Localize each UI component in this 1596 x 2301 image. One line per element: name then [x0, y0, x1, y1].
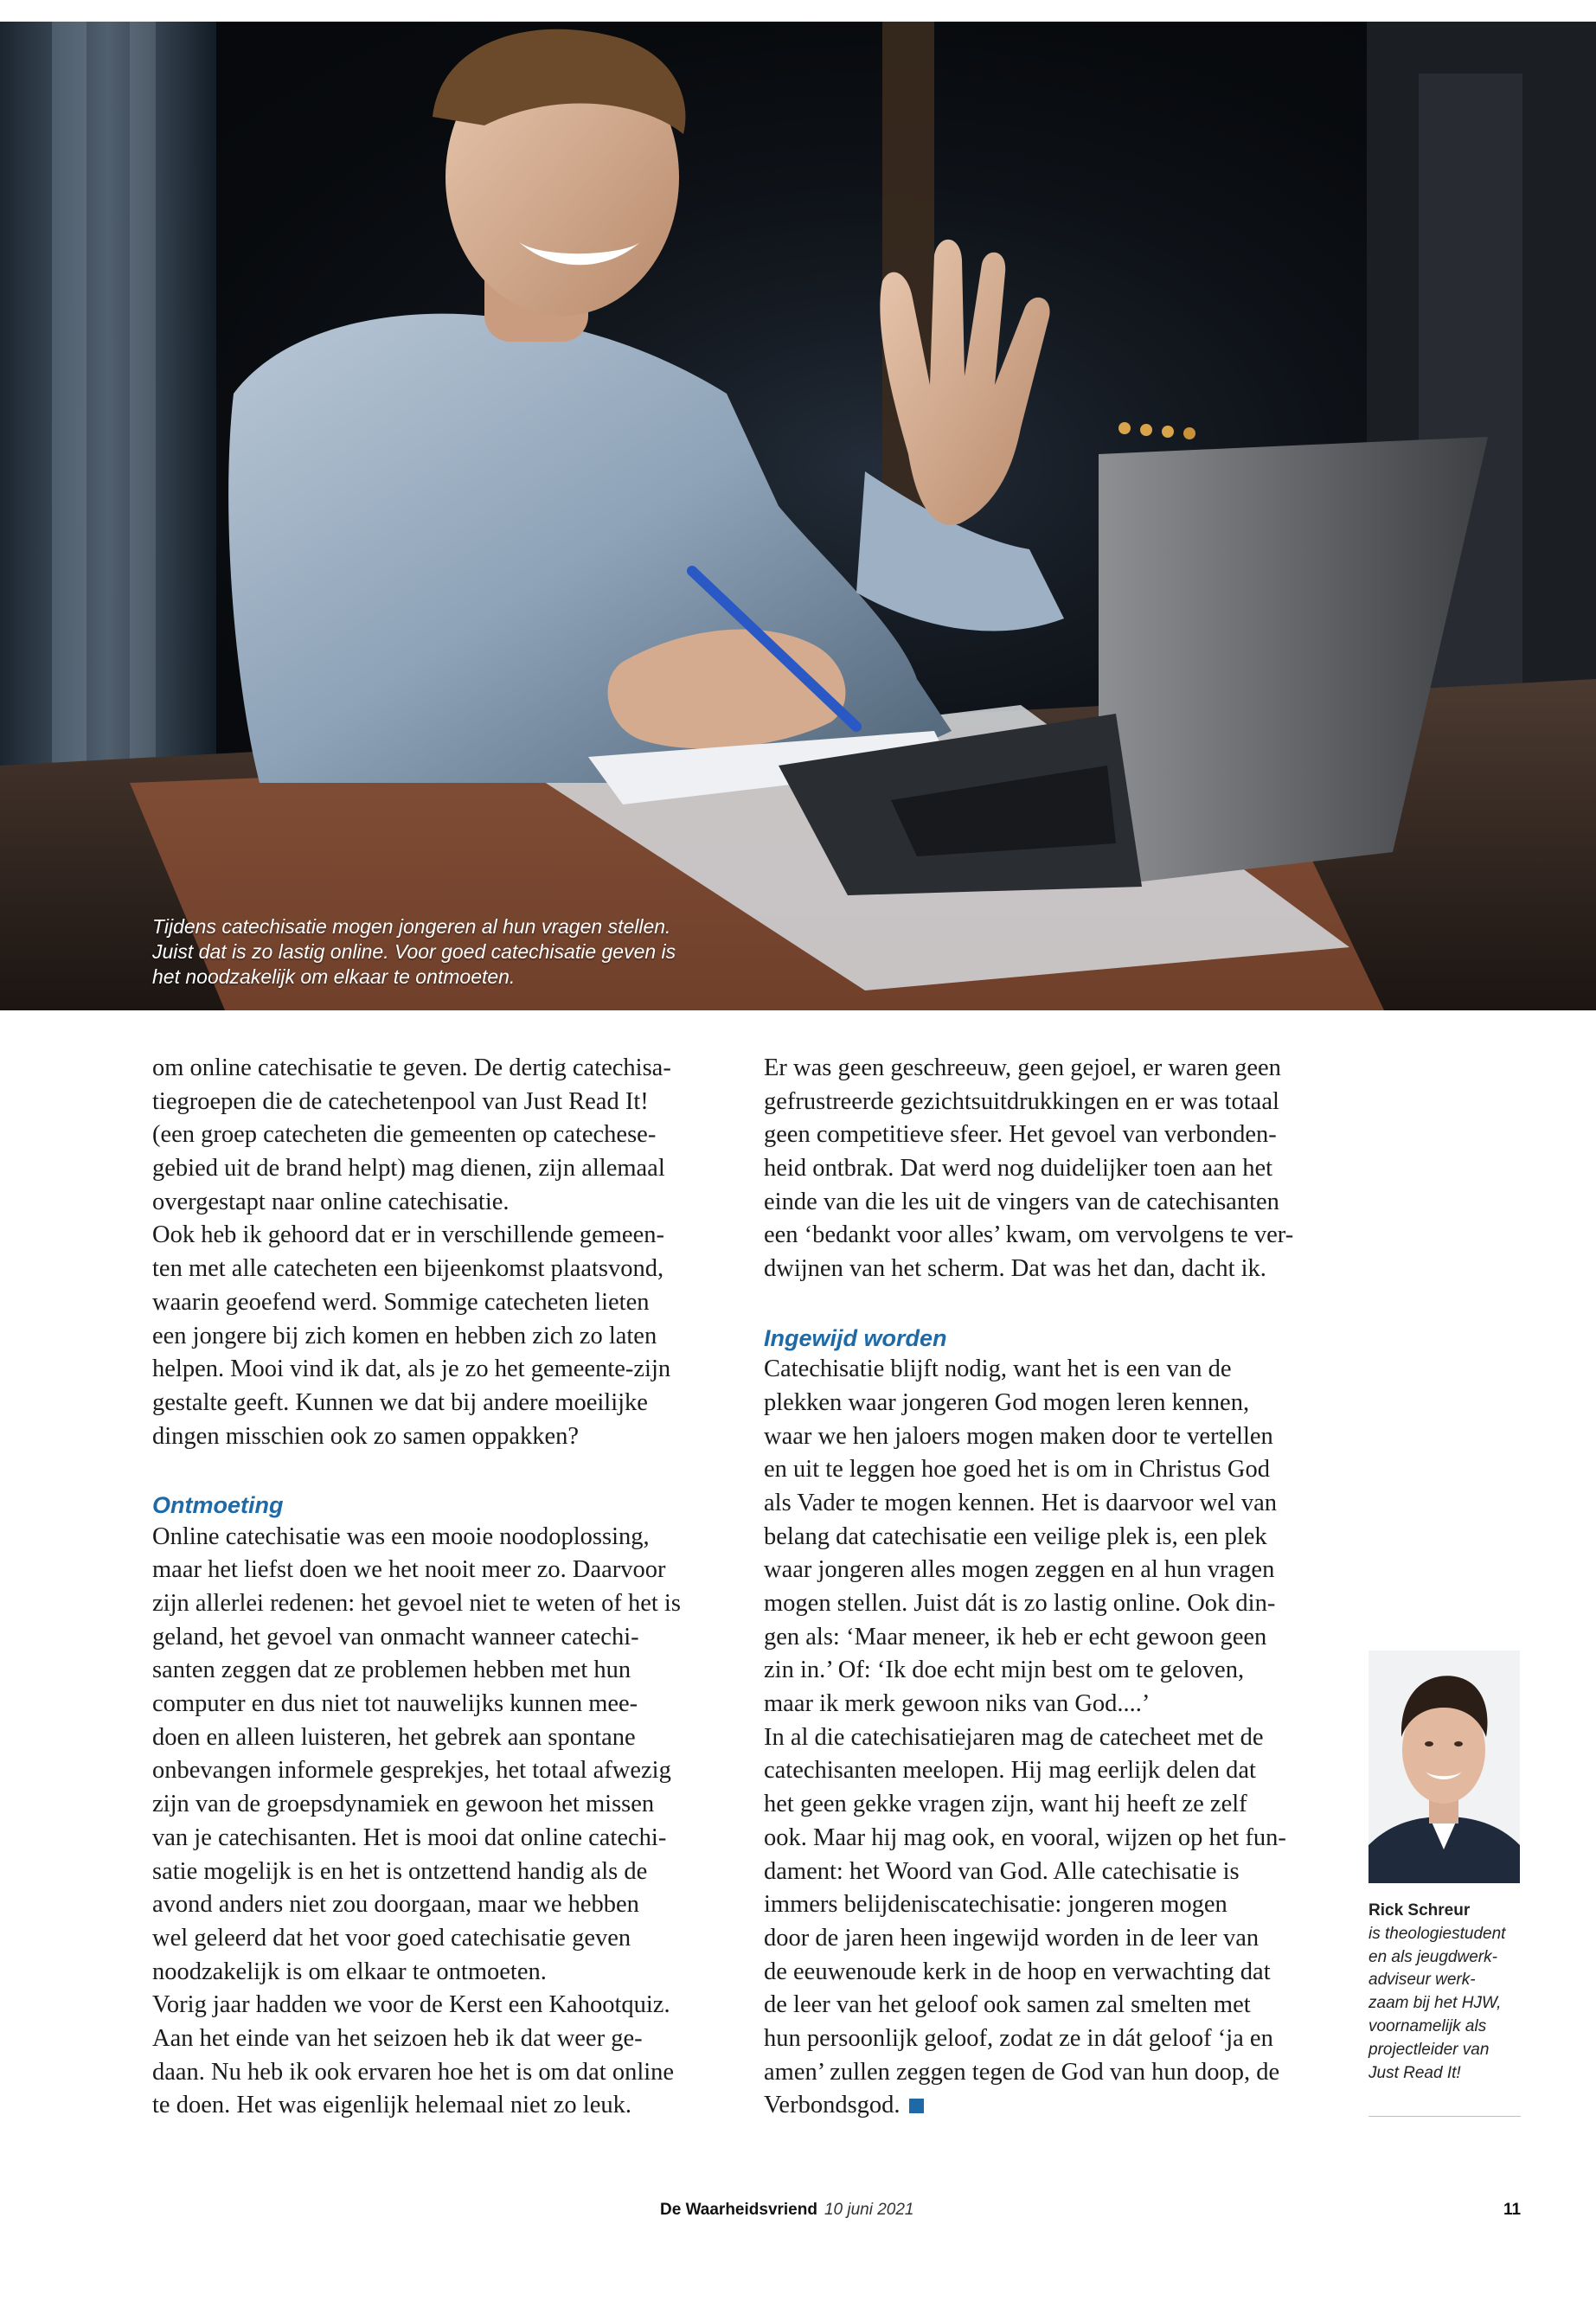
section-heading-ontmoeting: Ontmoeting: [152, 1491, 284, 1518]
text-line: door de jaren heen ingewijd worden in de leer van: [764, 1924, 1259, 1952]
text-line: van je catechisanten. Het is mooi dat online catechi-: [152, 1823, 667, 1851]
text-line: hun persoonlijk geloof, zodat ze in dát geloof ‘ja en: [764, 2024, 1273, 2052]
text-line: ook. Maar hij mag ook, en vooral, wijzen op het fun-: [764, 1823, 1286, 1851]
divider: [1368, 2116, 1521, 2117]
author-bio-line: is theologiestudent: [1368, 1924, 1506, 1943]
caption-line: Juist dat is zo lastig online. Voor goed catechisatie geven is: [152, 940, 676, 963]
text-line: zin in.’ Of: ‘Ik doe echt mijn best om te geloven,: [764, 1657, 1245, 1684]
text-line: als Vader te mogen kennen. Het is daarvoor wel van: [764, 1489, 1278, 1516]
text-line: waar jongeren alles mogen zeggen en al hun vragen: [764, 1556, 1275, 1584]
text-line: Er was geen geschreeuw, geen gejoel, er waren geen: [764, 1054, 1281, 1081]
text-line: te doen. Het was eigenlijk helemaal niet zo leuk.: [152, 2092, 631, 2119]
text-line: dament: het Woord van God. Alle catechisatie is: [764, 1857, 1240, 1885]
text-line: de leer van het geloof ook samen zal smelten met: [764, 1991, 1251, 2019]
text-line: In al die catechisatiejaren mag de catecheet met de: [764, 1723, 1264, 1751]
text-line: maar het liefst doen we het nooit meer zo. Daarvoor: [152, 1556, 666, 1584]
text-line: zijn allerlei redenen: het gevoel niet te weten of het is: [152, 1590, 681, 1617]
author-bio-line: Just Read It!: [1368, 2063, 1461, 2082]
text-line-last: [764, 2089, 1293, 2123]
text-line: dwijnen van het scherm. Dat was het dan, dacht ik.: [764, 1255, 1266, 1283]
text-line: dingen misschien ook zo samen oppakken?: [152, 1422, 580, 1450]
text-line: gefrustreerde gezichtsuitdrukkingen en er was totaal: [764, 1087, 1279, 1115]
section-heading-ingewijd-worden: Ingewijd worden: [764, 1324, 947, 1351]
publication-date: 10 juni 2021: [824, 2201, 914, 2219]
text-line: waar we hen jaloers mogen maken door te vertellen: [764, 1422, 1273, 1450]
text-line: en uit te leggen hoe goed het is om in Christus God: [764, 1456, 1270, 1484]
text-line: einde van die les uit de vingers van de catechisanten: [764, 1188, 1279, 1215]
text-line: gestalte geeft. Kunnen we dat bij andere moeilijke: [152, 1388, 648, 1416]
text-line: santen zeggen dat ze problemen hebben met hun: [152, 1657, 631, 1684]
text-line: amen’ zullen zeggen tegen de God van hun doop, de: [764, 2058, 1280, 2086]
text-line: gebied uit de brand helpt) mag dienen, zijn allemaal: [152, 1155, 665, 1183]
text-line: heid ontbrak. Dat werd nog duidelijker toen aan het: [764, 1155, 1273, 1183]
caption-line: Tijdens catechisatie mogen jongeren al hun vragen stellen.: [152, 915, 671, 938]
text-line: catechisanten meelopen. Hij mag eerlijk delen dat: [764, 1757, 1256, 1785]
author-portrait: [1368, 1650, 1520, 1883]
author-bio-line: en als jeugdwerk-: [1368, 1947, 1497, 1966]
text-line: avond anders niet zou doorgaan, maar we hebben: [152, 1891, 639, 1919]
text-line: Online catechisatie was een mooie noodoplossing,: [152, 1522, 650, 1550]
closing-word: Verbondsgod.: [764, 2092, 901, 2119]
text-line: een ‘bedankt voor alles’ kwam, om vervolgens te ver-: [764, 1221, 1294, 1249]
text-line: Catechisatie blijft nodig, want het is een van de: [764, 1356, 1232, 1383]
text-line: doen en alleen luisteren, het gebrek aan spontane: [152, 1723, 636, 1751]
text-line: waarin geoefend werd. Sommige catecheten lieten: [152, 1288, 650, 1316]
article-column-right: [764, 1052, 1293, 2123]
text-line: geland, het gevoel van onmacht wanneer catechi-: [152, 1623, 639, 1650]
text-line: Aan het einde van het seizoen heb ik dat weer ge-: [152, 2024, 643, 2052]
text-line: noodzakelijk is om elkaar te ontmoeten.: [152, 1958, 547, 1985]
text-line: tiegroepen die de catechetenpool van Just Read It!: [152, 1087, 649, 1115]
text-line: overgestapt naar online catechisatie.: [152, 1188, 510, 1215]
author-photo: [1368, 1650, 1520, 1883]
footer-publication: [660, 2201, 914, 2220]
text-line: mogen stellen. Juist dát is zo lastig online. Ook din-: [764, 1590, 1276, 1617]
page-number: 11: [1503, 2201, 1522, 2219]
hero-photo: [0, 22, 1596, 1010]
text-line: het geen gekke vragen zijn, want hij heeft ze zelf: [764, 1791, 1247, 1818]
text-line: daan. Nu heb ik ook ervaren hoe het is om dat online: [152, 2058, 675, 2086]
text-line: satie mogelijk is en het is ontzettend handig als de: [152, 1857, 648, 1885]
text-line: zijn van de groepsdynamiek en gewoon het missen: [152, 1791, 655, 1818]
end-mark-icon: [909, 2099, 924, 2113]
author-bio-line: adviseur werk-: [1368, 1971, 1476, 1990]
photo-boy-waving-at-laptop: [0, 22, 1596, 1010]
text-line: Ook heb ik gehoord dat er in verschillende gemeen-: [152, 1221, 664, 1249]
text-line: wel geleerd dat het voor goed catechisatie geven: [152, 1924, 631, 1952]
text-line: helpen. Mooi vind ik dat, als je zo het gemeente-zijn: [152, 1356, 671, 1383]
photo-caption: [152, 914, 706, 990]
text-line: ten met alle catecheten een bijeenkomst plaatsvond,: [152, 1255, 664, 1283]
text-line: een jongere bij zich komen en hebben zich zo laten: [152, 1322, 657, 1349]
author-bio-line: zaam bij het HJW,: [1368, 1994, 1502, 2013]
author-bio: [1368, 1900, 1524, 2085]
caption-line: het noodzakelijk om elkaar te ontmoeten.: [152, 965, 516, 988]
text-line: maar ik merk gewoon niks van God....’: [764, 1690, 1151, 1718]
text-line: (een groep catecheten die gemeenten op catechese-: [152, 1121, 657, 1149]
text-line: plekken waar jongeren God mogen leren kennen,: [764, 1388, 1250, 1416]
text-line: geen competitieve sfeer. Het gevoel van verbonden-: [764, 1121, 1277, 1149]
publication-name: De Waarheidsvriend: [660, 2201, 817, 2219]
author-bio-line: projectleider van: [1368, 2040, 1490, 2059]
article-column-left: [152, 1052, 681, 2123]
text-line: Vorig jaar hadden we voor de Kerst een Kahootquiz.: [152, 1991, 670, 2019]
page-footer: [0, 2201, 1596, 2227]
text-line: onbevangen informele gesprekjes, het totaal afwezig: [152, 1757, 671, 1785]
text-line: om online catechisatie te geven. De dertig catechisa-: [152, 1054, 671, 1081]
text-line: belang dat catechisatie een veilige plek is, een plek: [764, 1522, 1267, 1550]
text-line: computer en dus niet tot nauwelijks kunnen mee-: [152, 1690, 638, 1718]
text-line: gen als: ‘Maar meneer, ik heb er echt gewoon geen: [764, 1623, 1267, 1650]
text-line: immers belijdeniscatechisatie: jongeren mogen: [764, 1891, 1227, 1919]
text-line: de eeuwenoude kerk in de hoop en verwachting dat: [764, 1958, 1271, 1985]
author-bio-line: voornamelijk als: [1368, 2016, 1487, 2035]
author-name: Rick Schreur: [1368, 1901, 1471, 1920]
